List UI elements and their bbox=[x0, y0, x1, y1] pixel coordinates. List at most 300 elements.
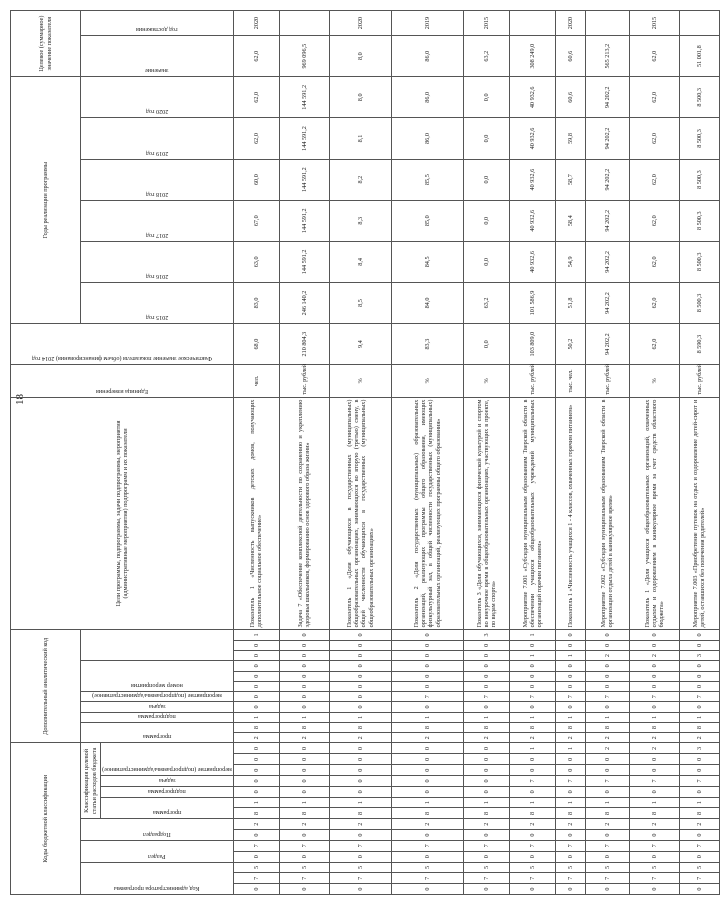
ext-digit-cell: 0 bbox=[679, 630, 719, 640]
year-value-cell: 0,0 bbox=[463, 77, 509, 118]
ext-digit-cell: 7 bbox=[585, 692, 629, 702]
code-digit-cell: 0 bbox=[279, 765, 329, 776]
code-digit-cell: 8 bbox=[629, 808, 679, 819]
code-digit-cell: 0 bbox=[509, 851, 555, 862]
cs-group-header: Классификация целевой статьи расходов бюджета bbox=[81, 743, 101, 819]
code-digit-cell: 0 bbox=[679, 884, 719, 895]
year-value-cell: 8,5 bbox=[329, 282, 391, 323]
code-digit-cell: 8 bbox=[279, 808, 329, 819]
target-year-header bbox=[81, 11, 234, 36]
year-value-cell: 62,0 bbox=[629, 200, 679, 241]
target-value-cell: 565 213,2 bbox=[585, 36, 629, 77]
cs-task-text: задача bbox=[158, 776, 176, 784]
ext-digit-cell: 0 bbox=[679, 702, 719, 712]
code-digit-cell: 2 bbox=[555, 819, 585, 830]
target-value-text: значение bbox=[145, 67, 169, 75]
table-row bbox=[629, 11, 679, 895]
year-value-cell: 0,0 bbox=[463, 118, 509, 159]
code-digit-cell: 0 bbox=[233, 884, 279, 895]
unit-cell: тыс. чел. bbox=[555, 365, 585, 397]
description-cell: Мероприятие 7.003 «Приобретение путевок на отдых и оздоровление детей-сирот и детей, оставшихся без попечения родителей» bbox=[679, 397, 719, 630]
table-row bbox=[391, 11, 463, 895]
code-digit-cell: 0 bbox=[509, 884, 555, 895]
ext-digit-cell: 0 bbox=[555, 661, 585, 671]
code-digit-cell: 0 bbox=[233, 754, 279, 765]
year-2018-text: 2018 год bbox=[145, 190, 169, 198]
unit-cell: тыс. рублей bbox=[279, 365, 329, 397]
year-2017-header bbox=[81, 200, 234, 241]
code-digit-cell: 0 bbox=[391, 743, 463, 754]
year-value-cell: 246 140,2 bbox=[279, 282, 329, 323]
years-group-header: Годы реализации программы bbox=[11, 77, 81, 324]
ext-digit-cell: 7 bbox=[629, 692, 679, 702]
code-digit-cell: 8 bbox=[463, 808, 509, 819]
ext-digit-cell: 1 bbox=[233, 712, 279, 722]
year-value-cell: 60,6 bbox=[555, 77, 585, 118]
cs-activity-text: мероприятие (подпрограммы/административное) bbox=[102, 766, 232, 774]
ext-digit-cell: 0 bbox=[585, 671, 629, 681]
fact-cell: 8 590,3 bbox=[679, 324, 719, 365]
ext-digit-cell: 0 bbox=[555, 671, 585, 681]
code-digit-cell: 0 bbox=[629, 786, 679, 797]
ext-digit-cell: 0 bbox=[585, 661, 629, 671]
table-row bbox=[555, 11, 585, 895]
code-digit-cell: 1 bbox=[629, 797, 679, 808]
code-digit-cell: 0 bbox=[679, 754, 719, 765]
ext-digit-cell: 8 bbox=[629, 722, 679, 732]
year-2018-header bbox=[81, 159, 234, 200]
code-digit-cell: 7 bbox=[233, 873, 279, 884]
ext-digit-cell: 0 bbox=[629, 630, 679, 640]
unit-cell: тыс. рублей bbox=[509, 365, 555, 397]
ext-digit-cell: 2 bbox=[463, 733, 509, 743]
year-value-cell: 8 500,3 bbox=[679, 282, 719, 323]
code-digit-cell: 2 bbox=[329, 819, 391, 830]
ext-digit-cell: 1 bbox=[279, 712, 329, 722]
code-digit-cell: 7 bbox=[279, 873, 329, 884]
ext-digit-cell: 1 bbox=[509, 650, 555, 660]
year-2020-text: 2020 год bbox=[145, 108, 169, 116]
ext-digit-cell: 0 bbox=[279, 681, 329, 691]
code-digit-cell: 0 bbox=[279, 851, 329, 862]
main-title-header: Цели программы, подпрограммы, задачи подпрограммы, мероприятия (административные мероприятия) подпрограмм и их показатели bbox=[11, 397, 234, 630]
year-2016-header bbox=[81, 241, 234, 282]
description-cell: Мероприятие 7.001 «Субсидия муниципальным образованиям Тверской области в обеспечении учащихся общеобразовательных учреждений муниципальных организаций горячим питанием» bbox=[509, 397, 555, 630]
unit-cell: тыс. рублей bbox=[679, 365, 719, 397]
code-digit-cell: 1 bbox=[329, 797, 391, 808]
ext-digit-cell: 2 bbox=[629, 733, 679, 743]
code-digit-cell: 1 bbox=[555, 743, 585, 754]
year-value-cell: 62,0 bbox=[629, 241, 679, 282]
year-value-cell: 86,0 bbox=[391, 77, 463, 118]
code-digit-cell: 8 bbox=[391, 808, 463, 819]
ext-digit-cell: 0 bbox=[329, 640, 391, 650]
year-value-cell: 8 500,3 bbox=[679, 118, 719, 159]
year-value-cell: 58,7 bbox=[555, 159, 585, 200]
ext-program-header bbox=[81, 722, 234, 743]
unit-header-text: Единица измерения bbox=[95, 387, 149, 395]
fact-cell: 83,3 bbox=[391, 324, 463, 365]
target-value-header bbox=[81, 36, 234, 77]
description-cell: Мероприятие 7.002 «Субсидия муниципальным образованиям Тверской области в организации отдыха детей в каникулярное время» bbox=[585, 397, 629, 630]
code-digit-cell: 7 bbox=[585, 776, 629, 787]
year-value-cell: 94 202,2 bbox=[585, 282, 629, 323]
code-digit-cell: 0 bbox=[329, 884, 391, 895]
ext-digit-cell: 0 bbox=[629, 640, 679, 650]
code-digit-cell: 0 bbox=[463, 786, 509, 797]
code-digit-cell: 2 bbox=[585, 819, 629, 830]
code-digit-cell: 2 bbox=[391, 819, 463, 830]
ext-digit-cell: 7 bbox=[391, 692, 463, 702]
ext-digit-cell: 8 bbox=[585, 722, 629, 732]
ext-task-text: задача bbox=[148, 702, 166, 710]
year-value-cell: 0,0 bbox=[463, 159, 509, 200]
ext-activity-header bbox=[81, 692, 234, 702]
admin-code-header bbox=[81, 862, 234, 894]
cs-subprogram-header bbox=[101, 786, 234, 797]
target-group-header: Целевое (суммарное) значение показателя bbox=[11, 11, 81, 77]
code-digit-cell: 0 bbox=[391, 765, 463, 776]
year-value-cell: 58,4 bbox=[555, 200, 585, 241]
program-table bbox=[10, 10, 720, 895]
ext-digit-cell: 0 bbox=[329, 650, 391, 660]
code-digit-cell: 7 bbox=[463, 873, 509, 884]
ext-digit-cell: 1 bbox=[629, 712, 679, 722]
code-digit-cell: 0 bbox=[329, 765, 391, 776]
description-cell: Задача 7 «Обеспечение комплексной деятельности по сохранению и укреплению здоровья школьников, формированию основ здорового образа жизни» bbox=[279, 397, 329, 630]
year-value-cell: 8 500,3 bbox=[679, 200, 719, 241]
ext-digit-cell: 0 bbox=[391, 671, 463, 681]
year-2015-header bbox=[81, 282, 234, 323]
code-digit-cell: 7 bbox=[555, 776, 585, 787]
fact-cell: 50,2 bbox=[555, 324, 585, 365]
ext-digit-cell: 0 bbox=[463, 681, 509, 691]
ext-digit-cell: 2 bbox=[555, 733, 585, 743]
code-digit-cell: 7 bbox=[509, 776, 555, 787]
ext-digit-cell: 1 bbox=[509, 630, 555, 640]
target-value-cell: 969 096,5 bbox=[279, 36, 329, 77]
ext-digit-cell: 1 bbox=[463, 712, 509, 722]
target-value-cell: 86,0 bbox=[391, 36, 463, 77]
year-value-cell: 94 202,2 bbox=[585, 77, 629, 118]
fact-header bbox=[11, 324, 234, 365]
ext-digit-cell: 2 bbox=[585, 650, 629, 660]
ext-digit-cell: 1 bbox=[679, 712, 719, 722]
ext-digit-cell: 3 bbox=[463, 630, 509, 640]
table-body bbox=[233, 11, 719, 895]
ext-digit-cell: 0 bbox=[463, 671, 509, 681]
code-digit-cell: 0 bbox=[629, 830, 679, 841]
page-number: 18 bbox=[14, 394, 26, 405]
ext-digit-cell: 0 bbox=[233, 650, 279, 660]
ext-digit-cell: 8 bbox=[679, 722, 719, 732]
code-digit-cell: 2 bbox=[279, 819, 329, 830]
code-digit-cell: 0 bbox=[679, 786, 719, 797]
year-value-cell: 83,0 bbox=[233, 282, 279, 323]
year-value-cell: 0,0 bbox=[463, 200, 509, 241]
target-year-cell bbox=[509, 11, 555, 36]
code-digit-cell: 2 bbox=[585, 743, 629, 754]
code-digit-cell: 7 bbox=[585, 873, 629, 884]
ext-subprogram-header bbox=[81, 712, 234, 722]
code-digit-cell: 5 bbox=[555, 862, 585, 873]
ext-digit-cell: 0 bbox=[629, 661, 679, 671]
table-row bbox=[679, 11, 719, 895]
code-digit-cell: 2 bbox=[509, 819, 555, 830]
code-digit-cell: 0 bbox=[391, 776, 463, 787]
year-value-cell: 86,0 bbox=[391, 118, 463, 159]
code-digit-cell: 0 bbox=[679, 765, 719, 776]
ext-digit-cell: 0 bbox=[555, 702, 585, 712]
year-value-cell: 63,0 bbox=[233, 241, 279, 282]
year-value-cell: 8,1 bbox=[329, 118, 391, 159]
code-digit-cell: 2 bbox=[233, 819, 279, 830]
ext-digit-cell: 7 bbox=[509, 692, 555, 702]
code-digit-cell: 0 bbox=[463, 884, 509, 895]
target-year-cell: 2020 bbox=[555, 11, 585, 36]
year-value-cell: 8 500,3 bbox=[679, 77, 719, 118]
code-digit-cell: 0 bbox=[233, 776, 279, 787]
ext-subprogram-text: подпрограмма bbox=[138, 712, 176, 720]
ext-digit-cell: 0 bbox=[585, 702, 629, 712]
code-digit-cell: 0 bbox=[329, 786, 391, 797]
description-cell: Показатель 3 «Доля обучающихся, занимающихся физической культурой и спортом во внеурочное время в общеобразовательных организациях, участвующих в проекте, по видам спорта» bbox=[463, 397, 509, 630]
table-row bbox=[463, 11, 509, 895]
ext-digit-cell: 0 bbox=[391, 650, 463, 660]
code-digit-cell: 7 bbox=[555, 840, 585, 851]
ext-digit-cell: 0 bbox=[233, 661, 279, 671]
ext-digit-cell: 1 bbox=[509, 712, 555, 722]
ext-digit-cell: 0 bbox=[509, 640, 555, 650]
unit-cell: % bbox=[391, 365, 463, 397]
code-digit-cell: 0 bbox=[233, 743, 279, 754]
year-2020-header bbox=[81, 77, 234, 118]
code-digit-cell: 0 bbox=[555, 765, 585, 776]
code-digit-cell: 1 bbox=[233, 797, 279, 808]
year-value-cell: 144 591,2 bbox=[279, 159, 329, 200]
ext-digit-cell: 1 bbox=[585, 712, 629, 722]
year-value-cell: 85,0 bbox=[391, 200, 463, 241]
code-digit-cell: 0 bbox=[509, 754, 555, 765]
code-digit-cell: 0 bbox=[629, 884, 679, 895]
code-digit-cell: 8 bbox=[233, 808, 279, 819]
year-value-cell: 62,0 bbox=[629, 77, 679, 118]
year-value-cell: 54,9 bbox=[555, 241, 585, 282]
ext-digit-cell: 8 bbox=[329, 722, 391, 732]
ext-digit-cell: 0 bbox=[279, 650, 329, 660]
ext-digit-cell: 0 bbox=[679, 681, 719, 691]
code-digit-cell: 2 bbox=[679, 819, 719, 830]
code-digit-cell: 5 bbox=[279, 862, 329, 873]
ext-digit-cell: 0 bbox=[463, 702, 509, 712]
code-digit-cell: 0 bbox=[585, 786, 629, 797]
code-digit-cell: 7 bbox=[391, 840, 463, 851]
code-digit-cell: 2 bbox=[629, 743, 679, 754]
code-digit-cell: 0 bbox=[329, 851, 391, 862]
ext-digit-cell: 7 bbox=[679, 692, 719, 702]
year-value-cell: 85,5 bbox=[391, 159, 463, 200]
ext-digit-cell: 0 bbox=[329, 661, 391, 671]
code-digit-cell: 0 bbox=[463, 765, 509, 776]
code-digit-cell: 0 bbox=[391, 754, 463, 765]
ext-digit-cell: 1 bbox=[391, 712, 463, 722]
ext-digit-cell: 0 bbox=[391, 640, 463, 650]
fact-cell: 103 809,0 bbox=[509, 324, 555, 365]
description-cell: Показатель 1 «Доля обучающихся в государственных (муниципальных) общеобразовательных организациях, занимающихся во вторую (третью) смену, в общей численности обучающихся в государственных (муниципальных) общеобразовательных организациях» bbox=[329, 397, 391, 630]
code-digit-cell: 0 bbox=[585, 851, 629, 862]
ext-digit-cell: 0 bbox=[555, 630, 585, 640]
ext-digit-cell: 0 bbox=[509, 671, 555, 681]
description-cell: Показатель 1 «Численность выпускников детских домов, получающих дополнительное социальное обеспечение» bbox=[233, 397, 279, 630]
ext-digit-cell: 0 bbox=[679, 671, 719, 681]
ext-digit-cell: 3 bbox=[679, 650, 719, 660]
code-digit-cell: 7 bbox=[329, 873, 391, 884]
ext-digit-cell: 1 bbox=[555, 650, 585, 660]
year-value-cell: 51,8 bbox=[555, 282, 585, 323]
ext-digit-cell: 0 bbox=[391, 681, 463, 691]
podrazdel-header bbox=[81, 819, 234, 841]
ext-digit-cell: 0 bbox=[233, 671, 279, 681]
code-digit-cell: 0 bbox=[555, 786, 585, 797]
ext-digit-cell: 0 bbox=[279, 671, 329, 681]
year-2019-text: 2019 год bbox=[145, 149, 169, 157]
unit-header bbox=[11, 365, 234, 397]
code-digit-cell: 5 bbox=[679, 862, 719, 873]
code-digit-cell: 7 bbox=[629, 840, 679, 851]
ext-activity-no-text: номер мероприятия bbox=[131, 682, 183, 690]
ext-activity-text: мероприятие (подпрограммы/административное) bbox=[92, 692, 222, 700]
year-2017-text: 2017 год bbox=[145, 231, 169, 239]
code-digit-cell: 0 bbox=[279, 884, 329, 895]
code-digit-cell: 0 bbox=[279, 830, 329, 841]
year-value-cell: 84,5 bbox=[391, 241, 463, 282]
ext-activity-no-header bbox=[81, 661, 234, 692]
code-digit-cell: 0 bbox=[233, 851, 279, 862]
ext-digit-cell: 0 bbox=[329, 692, 391, 702]
ext-digit-cell: 0 bbox=[629, 671, 679, 681]
ext-digit-cell: 0 bbox=[279, 702, 329, 712]
code-digit-cell: 0 bbox=[509, 786, 555, 797]
ext-digit-cell: 2 bbox=[233, 733, 279, 743]
ext-digit-cell: 0 bbox=[329, 630, 391, 640]
year-value-cell: 144 591,2 bbox=[279, 241, 329, 282]
table-row bbox=[329, 11, 391, 895]
ext-digit-cell: 2 bbox=[391, 733, 463, 743]
ext-digit-cell: 0 bbox=[279, 630, 329, 640]
table-row bbox=[233, 11, 279, 895]
year-value-cell: 62,0 bbox=[233, 77, 279, 118]
code-digit-cell: 0 bbox=[463, 830, 509, 841]
cs-task-header bbox=[101, 776, 234, 787]
ext-digit-cell: 0 bbox=[509, 702, 555, 712]
unit-cell: чел. bbox=[233, 365, 279, 397]
year-value-cell: 63,2 bbox=[463, 282, 509, 323]
code-digit-cell: 7 bbox=[585, 840, 629, 851]
podrazdel-text: Подраздел bbox=[143, 830, 171, 838]
year-value-cell: 94 202,2 bbox=[585, 159, 629, 200]
ext-digit-cell: 0 bbox=[391, 630, 463, 640]
header-row-1 bbox=[11, 11, 81, 895]
code-digit-cell: 0 bbox=[233, 786, 279, 797]
target-value-cell: 308 249,0 bbox=[509, 36, 555, 77]
code-digit-cell: 1 bbox=[509, 797, 555, 808]
ext-digit-cell: 0 bbox=[463, 640, 509, 650]
code-digit-cell: 0 bbox=[679, 830, 719, 841]
year-value-cell: 40 932,6 bbox=[509, 118, 555, 159]
ext-code-header: Дополнительный аналитический код bbox=[11, 630, 81, 743]
year-value-cell: 8,3 bbox=[329, 200, 391, 241]
code-digit-cell: 0 bbox=[555, 851, 585, 862]
code-digit-cell: 0 bbox=[555, 884, 585, 895]
ext-digit-cell: 2 bbox=[585, 733, 629, 743]
code-digit-cell: 1 bbox=[391, 797, 463, 808]
ext-digit-cell: 0 bbox=[585, 681, 629, 691]
ext-digit-cell: 8 bbox=[555, 722, 585, 732]
description-cell: Показатель 2 «Доля государственных (муниципальных) образовательных организаций, реализующих программы общего образования, имеющих физкультурный зал, в общей численности государственных (муниципальных) образовательных организаций, реализующих программы общего образования» bbox=[391, 397, 463, 630]
ext-digit-cell: 2 bbox=[629, 650, 679, 660]
year-value-cell: 94 202,2 bbox=[585, 241, 629, 282]
code-digit-cell: 0 bbox=[279, 776, 329, 787]
code-digit-cell: 1 bbox=[463, 797, 509, 808]
ext-digit-cell: 0 bbox=[391, 661, 463, 671]
target-year-cell bbox=[585, 11, 629, 36]
year-value-cell: 94 202,2 bbox=[585, 118, 629, 159]
code-digit-cell: 0 bbox=[391, 851, 463, 862]
unit-cell: % bbox=[629, 365, 679, 397]
ext-digit-cell: 0 bbox=[679, 640, 719, 650]
description-cell: Показатель 1 «Доля учащихся общеобразовательных организаций, охваченных отдыхом и оздоровлением в каникулярное время за счет средств областного бюджета» bbox=[629, 397, 679, 630]
ext-digit-cell: 8 bbox=[233, 722, 279, 732]
code-digit-cell: 8 bbox=[585, 808, 629, 819]
year-value-cell: 8,4 bbox=[329, 241, 391, 282]
code-digit-cell: 0 bbox=[329, 830, 391, 841]
year-value-cell: 62,0 bbox=[629, 282, 679, 323]
ext-digit-cell: 0 bbox=[679, 661, 719, 671]
ext-digit-cell: 1 bbox=[329, 712, 391, 722]
ext-digit-cell: 0 bbox=[585, 630, 629, 640]
code-digit-cell: 7 bbox=[629, 776, 679, 787]
target-year-cell: 2015 bbox=[463, 11, 509, 36]
code-digit-cell: 8 bbox=[329, 808, 391, 819]
razdel-text: Раздел bbox=[148, 852, 166, 860]
code-digit-cell: 7 bbox=[391, 873, 463, 884]
ext-digit-cell: 8 bbox=[463, 722, 509, 732]
ext-digit-cell: 7 bbox=[555, 692, 585, 702]
ext-digit-cell: 0 bbox=[555, 640, 585, 650]
code-digit-cell: 0 bbox=[555, 830, 585, 841]
ext-digit-cell: 7 bbox=[463, 692, 509, 702]
year-2015-text: 2015 год bbox=[145, 314, 169, 322]
fact-cell: 94 202,2 bbox=[585, 324, 629, 365]
target-value-cell: 62,0 bbox=[233, 36, 279, 77]
target-value-cell: 60,6 bbox=[555, 36, 585, 77]
code-digit-cell: 0 bbox=[585, 830, 629, 841]
year-value-cell: 60,0 bbox=[233, 159, 279, 200]
code-digit-cell: 8 bbox=[509, 808, 555, 819]
code-digit-cell: 7 bbox=[629, 873, 679, 884]
code-digit-cell: 7 bbox=[233, 840, 279, 851]
code-digit-cell: 1 bbox=[679, 797, 719, 808]
ext-task-header bbox=[81, 702, 234, 712]
ext-digit-cell: 0 bbox=[329, 681, 391, 691]
code-digit-cell: 7 bbox=[555, 873, 585, 884]
ext-digit-cell: 0 bbox=[329, 702, 391, 712]
code-digit-cell: 7 bbox=[679, 840, 719, 851]
ext-digit-cell: 2 bbox=[509, 733, 555, 743]
code-digit-cell: 7 bbox=[679, 873, 719, 884]
ext-digit-cell: 0 bbox=[233, 681, 279, 691]
ext-digit-cell: 0 bbox=[629, 702, 679, 712]
